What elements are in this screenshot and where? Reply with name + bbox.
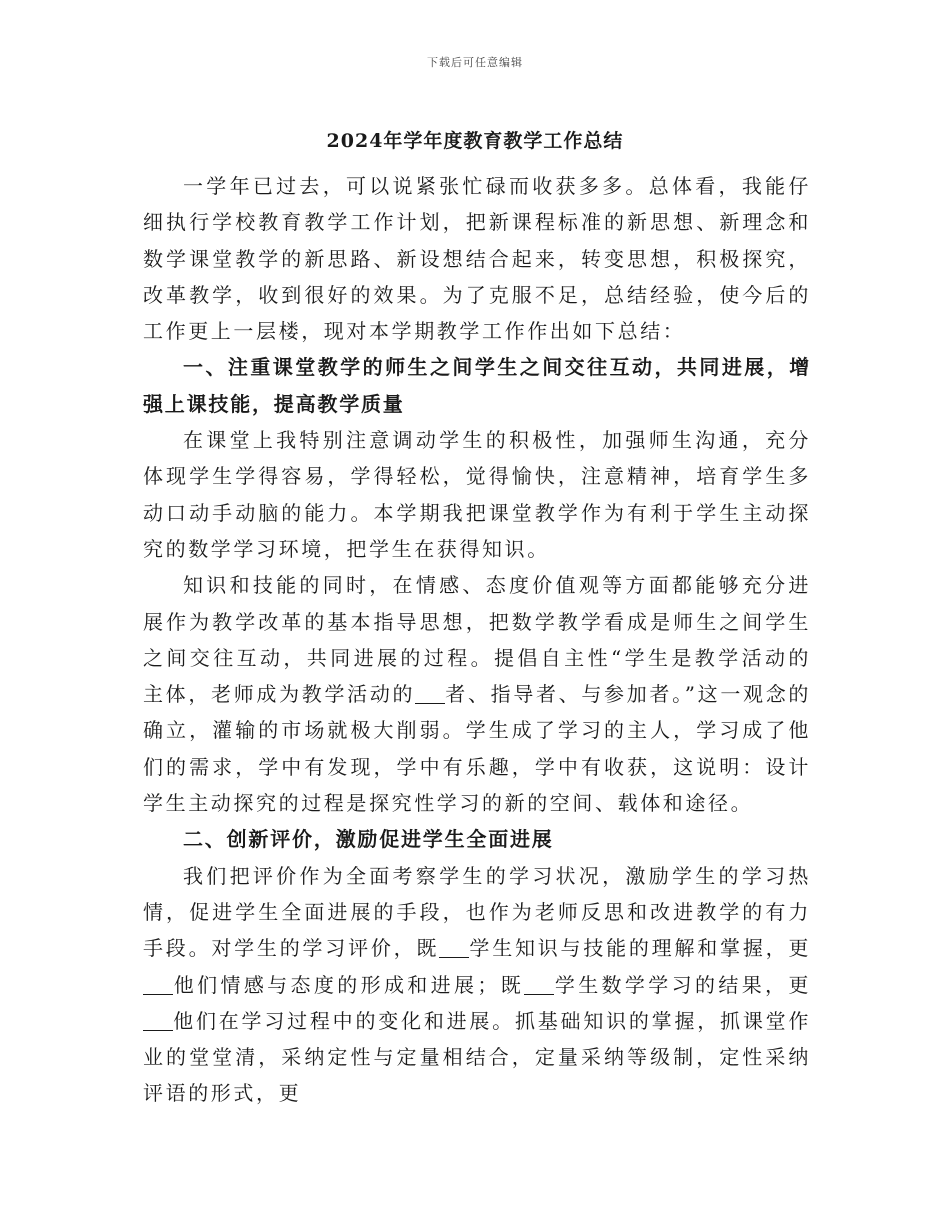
paragraph-2-part-a: 知识和技能的同时，在情感、态度价值观等方面都能够充分进展作为教学改革的基本指导思想，把数学教学看成是师生之间学生之间交往互动，共同进展的过程。提倡自主性“学生是教学活动的主体，老师成为教学活动的 bbox=[143, 573, 811, 707]
document-body bbox=[143, 168, 811, 1112]
paragraph-3-part-e: 他们在学习过程中的变化和进展。抓基础知识的掌握，抓课堂作业的堂堂清，采纳定性与定量相结合，定量采纳等级制，定性采纳评语的形式，更 bbox=[143, 1008, 811, 1106]
fill-blank bbox=[524, 974, 554, 995]
paragraph-3-part-a: 我们把评价作为全面考察学生的学习状况，激励学生的学习热情，促进学生全面进展的手段，也作为老师反思和改进教学的有力手段。对学生的学习评价，既 bbox=[143, 863, 811, 961]
fill-blank bbox=[143, 1010, 173, 1031]
document-title: 2024年学年度教育教学工作总结 bbox=[326, 130, 624, 152]
fill-blank bbox=[415, 683, 445, 704]
paragraph-2 bbox=[143, 567, 811, 821]
paragraph-2-part-b: 者、指导者、与参加者。”这一观念的确立，灌输的市场就极大削弱。学生成了学习的主人，学习成了他们的需求，学中有发现，学中有乐趣，学中有收获，这说明：设计学生主动探究的过程是探究性学习的新的空间、载体和途径。 bbox=[143, 682, 811, 816]
paragraph-3-part-b: 学生知识与技能的理解和掌握，更 bbox=[469, 936, 811, 961]
paragraph-3-part-d: 学生数学学习的结果，更 bbox=[554, 972, 812, 997]
section-heading-2: 二、创新评价，激励促进学生全面进展 bbox=[183, 827, 554, 852]
paragraph-1: 在课堂上我特别注意调动学生的积极性，加强师生沟通，充分体现学生学得容易，学得轻松，觉得愉快，注意精神，培育学生多动口动手动脑的能力。本学期我把课堂教学作为有利于学生主动探究的数学学习环境，把学生在获得知识。 bbox=[143, 428, 811, 561]
paragraph-3 bbox=[143, 858, 811, 1112]
paragraph-3-part-c: 他们情感与态度的形成和进展；既 bbox=[173, 972, 525, 997]
section-heading-1: 一、注重课堂教学的师生之间学生之间交往互动，共同进展，增强上课技能，提高教学质量 bbox=[143, 355, 811, 416]
fill-blank bbox=[143, 974, 173, 995]
intro-paragraph: 一学年已过去，可以说紧张忙碌而收获多多。总体看，我能仔细执行学校教育教学工作计划，把新课程标准的新思想、新理念和数学课堂教学的新思路、新设想结合起来，转变思想，积极探究，改革教学，收到很好的效果。为了克服不足，总结经验，使今后的工作更上一层楼，现对本学期教学工作作出如下总结： bbox=[143, 174, 811, 344]
header-note: 下载后可任意编辑 bbox=[427, 56, 523, 69]
fill-blank bbox=[439, 937, 469, 958]
